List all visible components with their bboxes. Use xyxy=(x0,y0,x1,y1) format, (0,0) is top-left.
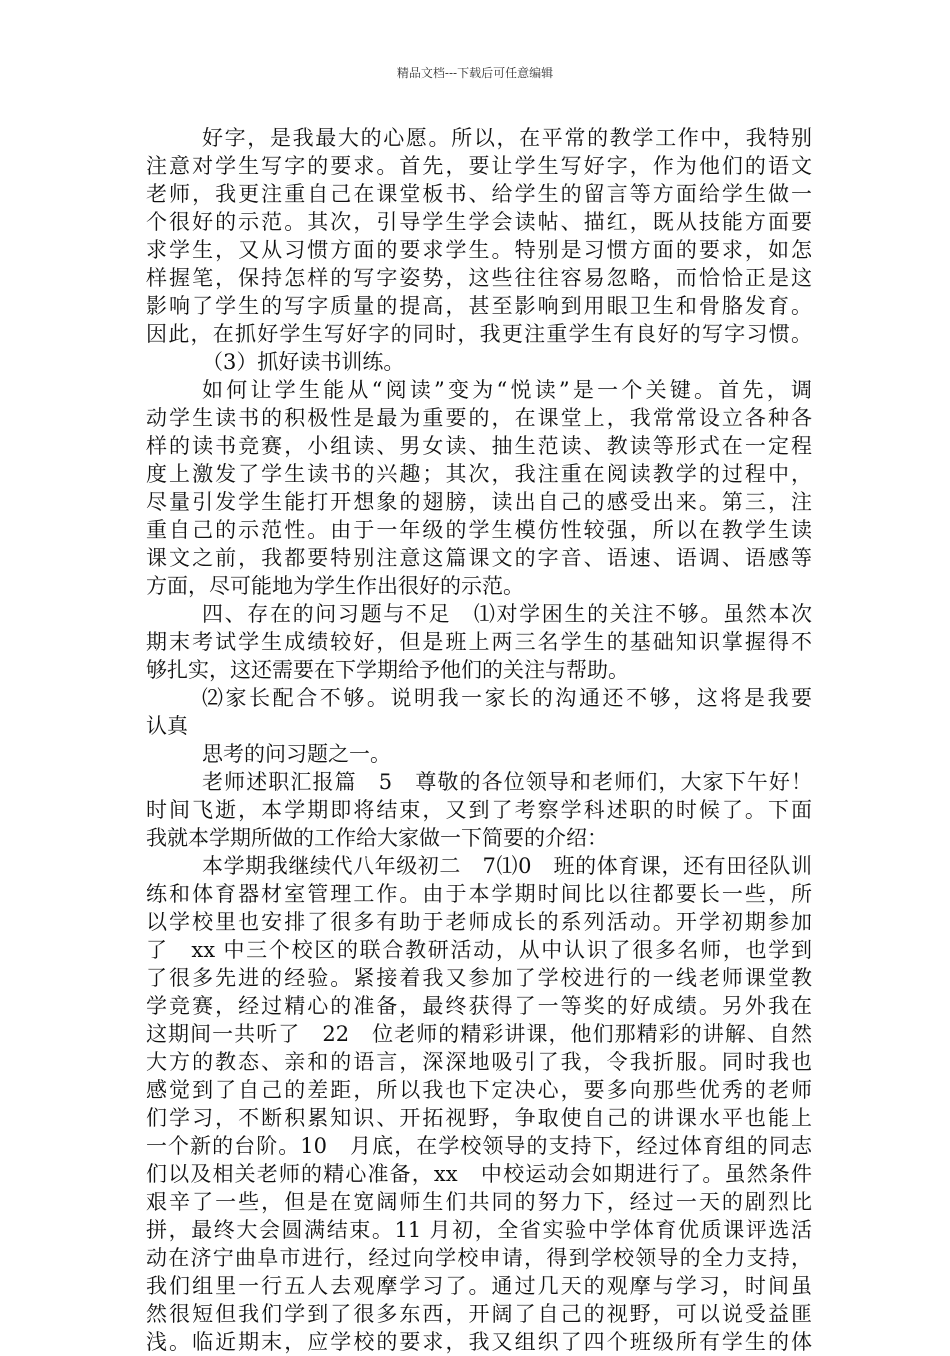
text-line: 尽量引发学生能打开想象的翅膀，读出自己的感受出来。第三，注 xyxy=(146,490,812,514)
text-line: 样的读书竞赛，小组读、男女读、抽生范读、教读等形式在一定程 xyxy=(146,434,812,458)
text-line: 了 xx 中三个校区的联合教研活动，从中认识了很多名师，也学到 xyxy=(146,938,812,962)
section-heading: 老师述职汇报篇 5 尊敬的各位领导和老师们，大家下午好！ xyxy=(202,770,812,794)
text-line: 个很好的示范。其次，引导学生学会读帖、描红，既从技能方面要 xyxy=(146,210,812,234)
text-line: 样握笔，保持怎样的写字姿势，这些往往容易忽略，而恰恰正是这 xyxy=(146,266,812,290)
text-line: 感觉到了自己的差距，所以我也下定决心，要多向那些优秀的老师 xyxy=(146,1078,812,1102)
text-line: 认真 xyxy=(146,714,188,738)
text-line: 艰辛了一些，但是在宽阔师生们共同的努力下，经过一天的剧烈比 xyxy=(146,1190,812,1214)
text-line: 学竞赛，经过精心的准备，最终获得了一等奖的好成绩。另外我在 xyxy=(146,994,812,1018)
text-line: 以学校里也安排了很多有助于老师成长的系列活动。开学初期参加 xyxy=(146,910,812,934)
text-line: 动在济宁曲阜市进行，经过向学校申请，得到学校领导的全力支持， xyxy=(146,1246,812,1270)
text-line: 拼，最终大会圆满结束。11 月初，全省实验中学体育优质课评选活 xyxy=(146,1218,812,1242)
text-line: 求学生，又从习惯方面的要求学生。特别是习惯方面的要求，如怎 xyxy=(146,238,812,262)
text-line: 重自己的示范性。由于一年级的学生模仿性较强，所以在教学生读 xyxy=(146,518,812,542)
text-line: 了很多先进的经验。紧接着我又参加了学校进行的一线老师课堂教 xyxy=(146,966,812,990)
text-line: 四、存在的问习题与不足 ⑴对学困生的关注不够。虽然本次 xyxy=(202,602,812,626)
text-line: 好字，是我最大的心愿。所以，在平常的教学工作中，我特别 xyxy=(202,126,812,150)
text-line: 影响了学生的写字质量的提高，甚至影响到用眼卫生和骨胳发育。 xyxy=(146,294,812,318)
text-line: 期末考试学生成绩较好，但是班上两三名学生的基础知识掌握得不 xyxy=(146,630,812,654)
text-line: 方面，尽可能地为学生作出很好的示范。 xyxy=(146,574,524,598)
text-line: 我就本学期所做的工作给大家做一下简要的介绍： xyxy=(146,826,608,850)
text-line: 思考的问习题之一。 xyxy=(202,742,391,766)
text-line: 我们组里一行五人去观摩学习了。通过几天的观摩与学习，时间虽 xyxy=(146,1274,812,1298)
text-line: 们以及相关老师的精心准备，xx 中校运动会如期进行了。虽然条件 xyxy=(146,1162,812,1186)
text-line: 大方的教态、亲和的语言，深深地吸引了我，令我折服。同时我也 xyxy=(146,1050,812,1074)
text-line: 课文之前，我都要特别注意这篇课文的字音、语速、语调、语感等 xyxy=(146,546,812,570)
text-line: 本学期我继续代八年级初二 7⑴0 班的体育课，还有田径队训 xyxy=(202,854,812,878)
text-line: 这期间一共听了 22 位老师的精彩讲课，他们那精彩的讲解、自然 xyxy=(146,1022,812,1046)
text-line: 们学习，不断积累知识、开拓视野，争取使自己的讲课水平也能上 xyxy=(146,1106,812,1130)
text-line: 够扎实，这还需要在下学期给予他们的关注与帮助。 xyxy=(146,658,629,682)
text-line: 如何让学生能从“阅读”变为“悦读”是一个关键。首先，调 xyxy=(202,378,812,402)
text-line: 时间飞逝，本学期即将结束，又到了考察学科述职的时候了。下面 xyxy=(146,798,812,822)
text-line: 因此，在抓好学生写好字的同时，我更注重学生有良好的写字习惯。 xyxy=(146,322,812,346)
text-line: 练和体育器材室管理工作。由于本学期时间比以往都要长一些，所 xyxy=(146,882,812,906)
section-heading: （3）抓好读书训练。 xyxy=(202,350,405,374)
text-line: 一个新的台阶。10 月底，在学校领导的支持下，经过体育组的同志 xyxy=(146,1134,812,1158)
text-line: 浅。临近期末，应学校的要求，我又组织了四个班级所有学生的体 xyxy=(146,1330,812,1354)
text-line: 动学生读书的积极性是最为重要的，在课堂上，我常常设立各种各 xyxy=(146,406,812,430)
text-line: ⑵家长配合不够。说明我一家长的沟通还不够，这将是我要 xyxy=(202,686,812,710)
text-line: 老师，我更注重自己在课堂板书、给学生的留言等方面给学生做一 xyxy=(146,182,812,206)
text-line: 度上激发了学生读书的兴趣；其次，我注重在阅读教学的过程中， xyxy=(146,462,812,486)
text-line: 注意对学生写字的要求。首先，要让学生写好字，作为他们的语文 xyxy=(146,154,812,178)
document-body xyxy=(146,124,812,1356)
text-line: 然很短但我们学到了很多东西，开阔了自己的视野，可以说受益匪 xyxy=(146,1302,812,1326)
page-header: 精品文档---下载后可任意编辑 xyxy=(396,66,554,80)
